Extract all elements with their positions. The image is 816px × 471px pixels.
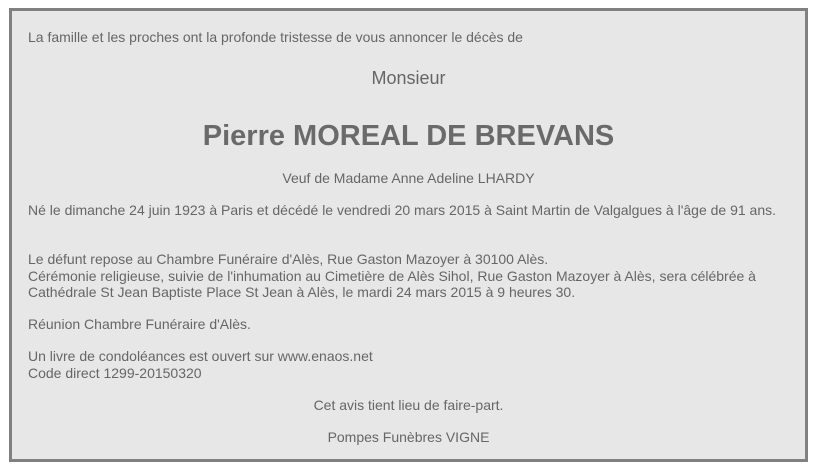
birth-death-text: Né le dimanche 24 juin 1923 à Paris et décédé le vendredi 20 mars 2015 à Saint Martin de Valgalgues à l'âge de 91 ans. [28, 202, 777, 218]
direct-code: Code direct 1299-20150320 [28, 364, 202, 381]
condolences-text: Un livre de condoléances est ouvert sur www.enaos.net [28, 348, 373, 364]
meeting-text: Réunion Chambre Funéraire d'Alès. [28, 316, 251, 332]
ceremony-text: Cérémonie religieuse, suivie de l'inhumation au Cimetière de Alès Sihol, Rue Gaston Mazoyer à Alès, sera célébrée à Cathédrale St Jean Baptiste Place St Jean à Alès, le mardi 24 mars 2015 à 9 heures 30. [28, 267, 760, 300]
civility: Monsieur [371, 68, 446, 88]
obituary-notice [9, 8, 808, 462]
rest-place-text: Le défunt repose au Chambre Funéraire d'Alès, Rue Gaston Mazoyer à 30100 Alès. [28, 251, 549, 267]
funeral-home: Pompes Funèbres VIGNE [327, 429, 490, 445]
deceased-name: Pierre MOREAL DE BREVANS [202, 120, 615, 152]
intro-text: La famille et les proches ont la profonde tristesse de vous annoncer le décès de [28, 29, 523, 45]
notice-text: Cet avis tient lieu de faire-part. [313, 397, 504, 413]
spouse-text: Veuf de Madame Anne Adeline LHARDY [282, 170, 535, 186]
